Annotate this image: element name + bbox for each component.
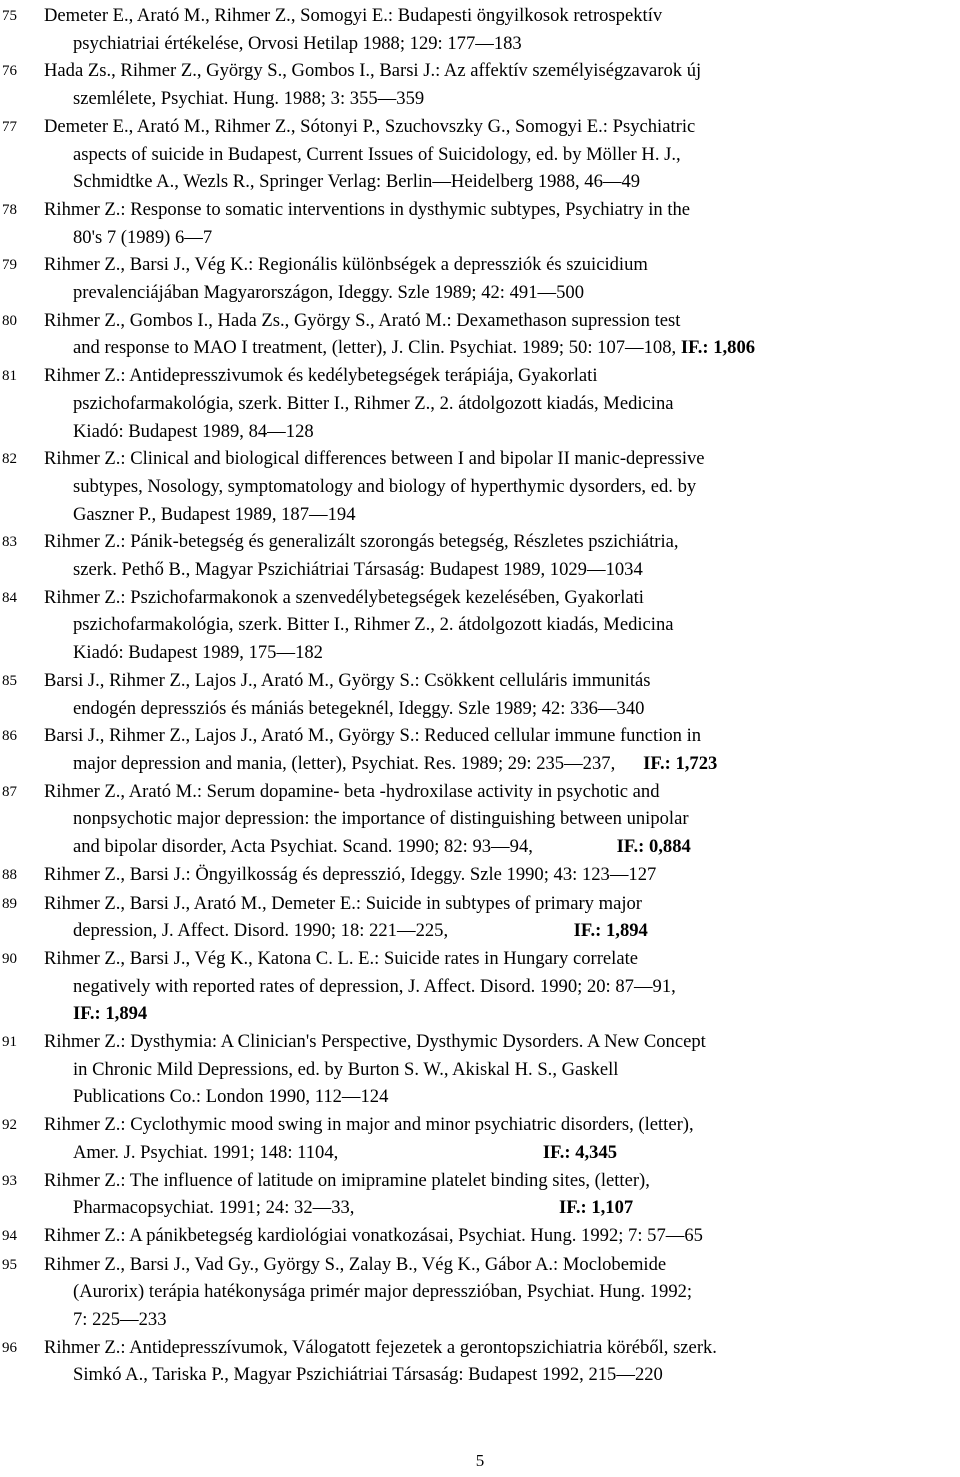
reference-text bbox=[44, 2, 960, 57]
reference-line-text: Simkó A., Tariska P., Magyar Pszichiátriai Társaság: Budapest 1992, 215—220 bbox=[73, 1364, 663, 1386]
reference-line-text: Demeter E., Arató M., Rihmer Z., Sótonyi P., Szuchovszky G., Somogyi E.: Psychiatric bbox=[44, 115, 696, 137]
reference-line-text: Rihmer Z.: A pánikbetegség kardiológiai vonatkozásai, Psychiat. Hung. 1992; 7: 57—65 bbox=[44, 1224, 703, 1246]
reference-number: 85 bbox=[2, 672, 17, 689]
reference-entry bbox=[0, 196, 960, 251]
reference-line bbox=[44, 556, 960, 584]
reference-line bbox=[44, 418, 960, 446]
reference-line-text: Barsi J., Rihmer Z., Lajos J., Arató M., György S.: Csökkent celluláris immunitás bbox=[44, 669, 651, 691]
reference-number: 80 bbox=[2, 312, 17, 329]
reference-line-text: Hada Zs., Rihmer Z., György S., Gombos I., Barsi J.: Az affektív személyiségzavarok új bbox=[44, 60, 702, 82]
reference-line-text: Rihmer Z.: Cyclothymic mood swing in major and minor psychiatric disorders, (letter), bbox=[44, 1114, 694, 1136]
page-number: 5 bbox=[475, 1451, 485, 1470]
reference-number: 94 bbox=[2, 1227, 17, 1244]
reference-entry bbox=[0, 445, 960, 528]
impact-factor: IF.: 0,884 bbox=[616, 836, 691, 858]
reference-text bbox=[44, 861, 960, 889]
reference-text bbox=[44, 667, 960, 722]
reference-line bbox=[44, 362, 960, 390]
reference-line bbox=[44, 141, 960, 169]
reference-number: 88 bbox=[2, 866, 17, 883]
reference-line-text: Rihmer Z., Gombos I., Hada Zs., György S., Arató M.: Dexamethason supression test bbox=[44, 309, 681, 331]
reference-line bbox=[44, 1083, 960, 1111]
reference-line-text: 80's 7 (1989) 6—7 bbox=[73, 226, 213, 248]
reference-line bbox=[44, 445, 960, 473]
reference-line bbox=[44, 390, 960, 418]
reference-line-text: Rihmer Z.: Pszichofarmakonok a szenvedélybetegségek kezelésében, Gyakorlati bbox=[44, 586, 644, 608]
reference-line bbox=[44, 307, 960, 335]
reference-entry bbox=[0, 528, 960, 583]
reference-line-text: depression, J. Affect. Disord. 1990; 18: 221—225, bbox=[73, 920, 574, 942]
reference-line-text: and bipolar disorder, Acta Psychiat. Scand. 1990; 82: 93—94, bbox=[73, 836, 617, 858]
reference-text bbox=[44, 196, 960, 251]
reference-line-text: Rihmer Z., Barsi J., Arató M., Demeter E.: Suicide in subtypes of primary major bbox=[44, 892, 642, 914]
reference-line-text: Barsi J., Rihmer Z., Lajos J., Arató M., György S.: Reduced cellular immune function in bbox=[44, 725, 702, 747]
reference-text bbox=[44, 722, 960, 777]
reference-text bbox=[44, 945, 960, 1028]
reference-text bbox=[44, 778, 960, 861]
reference-text bbox=[44, 1251, 960, 1334]
reference-line bbox=[44, 1111, 960, 1139]
reference-line-text: psychiatriai értékelése, Orvosi Hetilap 1988; 129: 177—183 bbox=[73, 32, 522, 54]
reference-line-text: pszichofarmakológia, szerk. Bitter I., Rihmer Z., 2. átdolgozott kiadás, Medicina bbox=[73, 392, 674, 414]
reference-line-text: szemlélete, Psychiat. Hung. 1988; 3: 355—359 bbox=[73, 88, 425, 110]
reference-line bbox=[44, 1000, 960, 1028]
reference-entry bbox=[0, 1251, 960, 1334]
reference-line-text: szerk. Pethő B., Magyar Pszichiátriai Társaság: Budapest 1989, 1029—1034 bbox=[73, 559, 643, 581]
impact-factor: IF.: 1,723 bbox=[643, 752, 718, 774]
reference-number: 84 bbox=[2, 589, 17, 606]
reference-entry bbox=[0, 778, 960, 861]
reference-line bbox=[44, 85, 960, 113]
reference-line bbox=[44, 778, 960, 806]
reference-line-text: Gaszner P., Budapest 1989, 187—194 bbox=[73, 503, 356, 525]
reference-line bbox=[44, 473, 960, 501]
reference-line-text: Kiadó: Budapest 1989, 175—182 bbox=[73, 642, 323, 664]
reference-text bbox=[44, 528, 960, 583]
reference-text bbox=[44, 113, 960, 196]
reference-line-text: Schmidtke A., Wezls R., Springer Verlag: Berlin—Heidelberg 1988, 46—49 bbox=[73, 171, 641, 193]
reference-line-text: prevalenciájában Magyarországon, Ideggy. Szle 1989; 42: 491—500 bbox=[73, 282, 585, 304]
reference-text bbox=[44, 1167, 960, 1222]
reference-number: 90 bbox=[2, 950, 17, 967]
reference-number: 93 bbox=[2, 1172, 17, 1189]
reference-line bbox=[44, 722, 960, 750]
reference-line bbox=[44, 168, 960, 196]
reference-line bbox=[44, 1361, 960, 1389]
reference-line bbox=[44, 945, 960, 973]
reference-line-text: Publications Co.: London 1990, 112—124 bbox=[73, 1086, 389, 1108]
reference-entry bbox=[0, 1111, 960, 1166]
impact-factor: IF.: 1,894 bbox=[73, 1003, 148, 1025]
reference-number: 79 bbox=[2, 257, 17, 274]
reference-line bbox=[44, 917, 960, 945]
reference-line-text: negatively with reported rates of depression, J. Affect. Disord. 1990; 20: 87—91, bbox=[73, 975, 676, 997]
reference-line-text: Rihmer Z.: Dysthymia: A Clinician's Perspective, Dysthymic Dysorders. A New Concept bbox=[44, 1031, 706, 1053]
reference-text bbox=[44, 1028, 960, 1111]
reference-line-text: Rihmer Z., Arató M.: Serum dopamine- beta -hydroxilase activity in psychotic and bbox=[44, 780, 660, 802]
reference-line-text: pszichofarmakológia, szerk. Bitter I., Rihmer Z., 2. átdolgozott kiadás, Medicina bbox=[73, 614, 674, 636]
reference-line-text: Rihmer Z.: Antidepresszivumok és kedélybetegségek terápiája, Gyakorlati bbox=[44, 365, 598, 387]
reference-line bbox=[44, 1028, 960, 1056]
reference-text bbox=[44, 1111, 960, 1166]
impact-factor: IF.: 1,107 bbox=[558, 1197, 634, 1219]
reference-line-text: Rihmer Z.: Pánik-betegség és generalizált szorongás betegség, Részletes pszichiátria, bbox=[44, 531, 679, 553]
reference-line-text: Rihmer Z.: Clinical and biological differences between I and bipolar II manic-depressive bbox=[44, 448, 705, 470]
reference-text bbox=[44, 1222, 960, 1250]
reference-line bbox=[44, 1222, 960, 1250]
reference-text bbox=[44, 307, 960, 362]
reference-text bbox=[44, 584, 960, 667]
reference-line-text: and response to MAO I treatment, (letter), J. Clin. Psychiat. 1989; 50: 107—108, bbox=[73, 337, 681, 359]
reference-line-text: major depression and mania, (letter), Psychiat. Res. 1989; 29: 235—237, bbox=[73, 752, 644, 774]
reference-line bbox=[44, 973, 960, 1001]
reference-line bbox=[44, 196, 960, 224]
reference-line bbox=[44, 805, 960, 833]
reference-text bbox=[44, 362, 960, 445]
reference-number: 82 bbox=[2, 451, 17, 468]
reference-line bbox=[44, 113, 960, 141]
reference-line-text: Rihmer Z.: Response to somatic interventions in dysthymic subtypes, Psychiatry in the bbox=[44, 198, 691, 220]
reference-number: 91 bbox=[2, 1034, 17, 1051]
reference-line-text: aspects of suicide in Budapest, Current Issues of Suicidology, ed. by Möller H. J., bbox=[73, 143, 681, 165]
reference-line bbox=[44, 750, 960, 778]
impact-factor: IF.: 1,806 bbox=[680, 337, 756, 359]
reference-line bbox=[44, 1056, 960, 1084]
reference-entry bbox=[0, 890, 960, 945]
reference-number: 87 bbox=[2, 783, 17, 800]
reference-line bbox=[44, 224, 960, 252]
reference-line bbox=[44, 695, 960, 723]
reference-line-text: Rihmer Z., Barsi J., Vég K.: Regionális különbségek a depressziók és szuicidium bbox=[44, 254, 648, 276]
reference-number: 76 bbox=[2, 63, 17, 80]
reference-entry bbox=[0, 362, 960, 445]
reference-line bbox=[44, 890, 960, 918]
reference-line-text: (Aurorix) terápia hatékonysága primér major depresszióban, Psychiat. Hung. 1992; bbox=[73, 1281, 693, 1303]
reference-line bbox=[44, 833, 960, 861]
reference-line bbox=[44, 1194, 960, 1222]
reference-line bbox=[44, 667, 960, 695]
reference-line-text: endogén depressziós és mániás betegeknél, Ideggy. Szle 1989; 42: 336—340 bbox=[73, 697, 645, 719]
reference-text bbox=[44, 890, 960, 945]
reference-line-text: Rihmer Z., Barsi J., Vég K., Katona C. L. E.: Suicide rates in Hungary correlate bbox=[44, 947, 638, 969]
impact-factor: IF.: 4,345 bbox=[542, 1141, 618, 1163]
reference-line bbox=[44, 528, 960, 556]
reference-line bbox=[44, 584, 960, 612]
reference-line bbox=[44, 57, 960, 85]
reference-text bbox=[44, 57, 960, 112]
reference-line-text: 7: 225—233 bbox=[73, 1309, 167, 1331]
reference-line bbox=[44, 861, 960, 889]
reference-entry bbox=[0, 945, 960, 1028]
reference-line bbox=[44, 251, 960, 279]
reference-number: 96 bbox=[2, 1339, 17, 1356]
reference-line-text: Amer. J. Psychiat. 1991; 148: 1104, bbox=[73, 1141, 543, 1163]
reference-text bbox=[44, 251, 960, 306]
reference-entry bbox=[0, 1167, 960, 1222]
reference-entry bbox=[0, 1222, 960, 1251]
reference-number: 92 bbox=[2, 1117, 17, 1134]
reference-line bbox=[44, 639, 960, 667]
reference-line-text: in Chronic Mild Depressions, ed. by Burton S. W., Akiskal H. S., Gaskell bbox=[73, 1058, 619, 1080]
reference-line bbox=[44, 1334, 960, 1362]
reference-line bbox=[44, 30, 960, 58]
reference-line bbox=[44, 1167, 960, 1195]
reference-line-text: Rihmer Z.: The influence of latitude on imipramine platelet binding sites, (letter), bbox=[44, 1169, 650, 1191]
reference-entry bbox=[0, 722, 960, 777]
reference-line-text: Kiadó: Budapest 1989, 84—128 bbox=[73, 420, 314, 442]
reference-number: 86 bbox=[2, 728, 17, 745]
reference-entry bbox=[0, 1334, 960, 1389]
reference-text bbox=[44, 1334, 960, 1389]
reference-line bbox=[44, 334, 960, 362]
reference-line-text: subtypes, Nosology, symptomatology and biology of hyperthymic dysorders, ed. by bbox=[73, 475, 697, 497]
reference-line bbox=[44, 1306, 960, 1334]
reference-entry bbox=[0, 2, 960, 57]
reference-number: 75 bbox=[2, 8, 17, 24]
reference-entry bbox=[0, 667, 960, 722]
reference-line bbox=[44, 611, 960, 639]
reference-line bbox=[44, 1251, 960, 1279]
reference-line-text: nonpsychotic major depression: the importance of distinguishing between unipolar bbox=[73, 808, 689, 830]
reference-entry bbox=[0, 1028, 960, 1111]
reference-number: 83 bbox=[2, 534, 17, 551]
reference-line-text: Rihmer Z., Barsi J., Vad Gy., György S., Zalay B., Vég K., Gábor A.: Moclobemide bbox=[44, 1253, 667, 1275]
reference-number: 77 bbox=[2, 118, 17, 135]
reference-entry bbox=[0, 861, 960, 890]
reference-line-text: Demeter E., Arató M., Rihmer Z., Somogyi E.: Budapesti öngyilkosok retrospektív bbox=[44, 5, 663, 26]
reference-list bbox=[0, 2, 960, 1389]
reference-text bbox=[44, 445, 960, 528]
reference-entry bbox=[0, 584, 960, 667]
reference-line bbox=[44, 501, 960, 529]
reference-entry bbox=[0, 113, 960, 196]
reference-number: 95 bbox=[2, 1256, 17, 1273]
reference-line bbox=[44, 1278, 960, 1306]
reference-line bbox=[44, 1139, 960, 1167]
reference-line-text: Rihmer Z.: Antidepresszívumok, Válogatott fejezetek a gerontopszichiatria köréből, szerk. bbox=[44, 1336, 717, 1358]
reference-line-text: Rihmer Z., Barsi J.: Öngyilkosság és depresszió, Ideggy. Szle 1990; 43: 123—127 bbox=[44, 863, 657, 885]
reference-number: 81 bbox=[2, 368, 17, 385]
reference-number: 89 bbox=[2, 895, 17, 912]
reference-line bbox=[44, 279, 960, 307]
reference-number: 78 bbox=[2, 201, 17, 218]
reference-entry bbox=[0, 57, 960, 112]
reference-line bbox=[44, 2, 960, 30]
reference-entry bbox=[0, 251, 960, 306]
reference-line-text: Pharmacopsychiat. 1991; 24: 32—33, bbox=[73, 1197, 559, 1219]
impact-factor: IF.: 1,894 bbox=[573, 920, 648, 942]
reference-entry bbox=[0, 307, 960, 362]
